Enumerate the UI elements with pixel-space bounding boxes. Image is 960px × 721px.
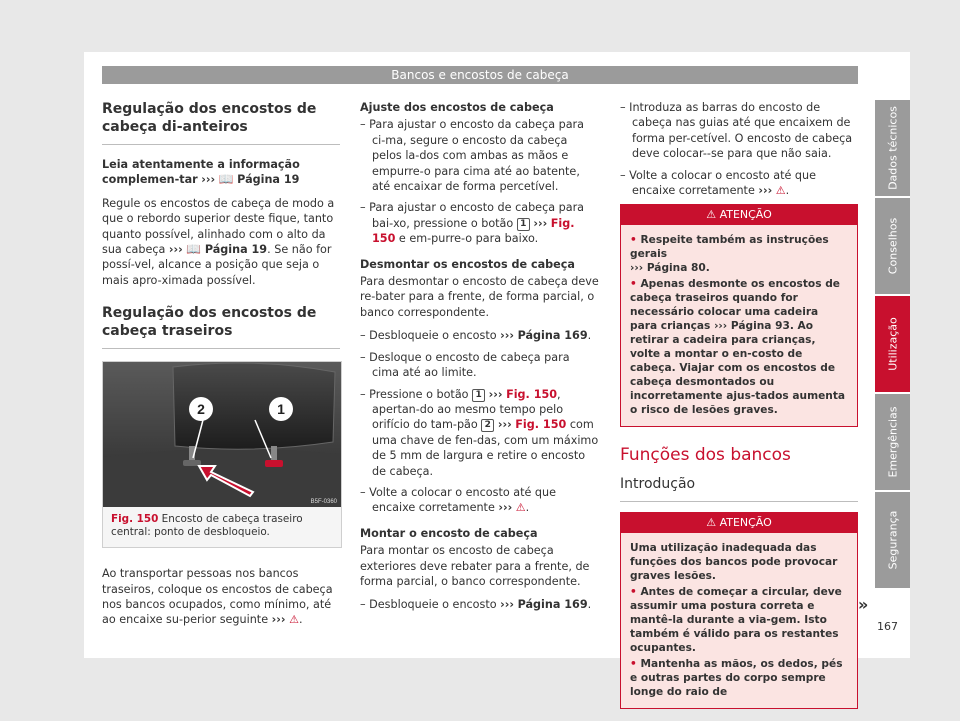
mount-step-3: Volte a colocar o encosto até que encaixe corretamente — [629, 168, 816, 198]
heading-rear-headrests: Regulação dos encostos de cabeça traseiros — [102, 304, 340, 349]
column-1: Regulação dos encostos de cabeça di-anteiros Leia atentamente a informação complemen-tar ››› 📖 Página 19 Regule os encostos de cabeça de modo a que o rebordo superior deste fique, tanto quanto possível, alinhado com o alto da sua cabeça ››› 📖 Página 19. Se não for possí-vel, alcance a posição que seja o mais apro-ximada possível. Regulação dos encostos de cabeça traseiros 1 2 B5F-0360 Fig. 150 Encosto de cabeça traseiro central: ponto de desbloqueio. Ao transportar pessoas nos bancos traseiros, coloque os encostos de cabeça nos bancos ocupados, como mínimo, até ao encaixe su-perior seguinte ››› ⚠. — [102, 100, 340, 636]
continue-arrow-icon: » — [858, 595, 869, 614]
adjust-down-b: e em-purre-o para baixo. — [398, 232, 539, 246]
ref-arrow: ››› — [271, 613, 286, 627]
book-icon: 📖 — [218, 172, 234, 187]
column-2: Ajuste dos encostos de cabeça – Para ajustar o encosto da cabeça para ci-ma, segure o encosto da cabeça pelos la-dos com ambas as mãos e empurre-o para cima até ao batente, até encaixar de forma percetível. – Para ajustar o encosto de cabeça para bai-xo, pressione o botão 1 ››› Fig. 150 e em-purre-o para baixo. Desmontar os encostos de cabeça Para desmontar o encosto de cabeça deve re-bater para a frente, de forma parcial, o banco correspondente. – Desbloqueie o encosto ››› Página 169. – Desloque o encosto de cabeça para cima até ao limite. – Pressione o botão 1 ››› Fig. 150, apertan-do ao mesmo tempo pelo orifício do tam-pão 2 ››› Fig. 150 com uma chave de fen-das, com um máximo de 5 mm de largura e retire o encosto de cabeça. – Volte a colocar o encosto até que encaixe corretamente ››› ⚠. Montar o encosto de cabeça Para montar os encosto de cabeça exteriores deve rebater para a frente, de forma parcial, o banco correspondente. – Desbloqueie o encosto ››› Página 169. — [360, 101, 599, 612]
warning-item: Respeite também as instruções gerais — [630, 234, 829, 261]
tab-utilizacao[interactable]: Utilização — [875, 296, 910, 392]
section-title: Funções dos bancos — [620, 445, 791, 466]
plug-2-marker: 2 — [481, 419, 494, 432]
warning-header: ⚠ ATENÇÃO — [621, 513, 857, 533]
button-1-marker: 1 — [472, 389, 485, 402]
rear-text: Ao transportar pessoas nos bancos traseiros, coloque os encostos de cabeça nos bancos ocupados, como mínimo, até ao encaixe su-perior seguinte — [102, 567, 333, 627]
page-number: 167 — [877, 620, 898, 633]
warning-text: Uma utilização inadequada das funções dos bancos pode provocar graves lesões. — [630, 542, 838, 583]
remove-step-3c: com uma chave de fen-das, com um máximo de 5 mm de largura e retire o encosto de cabeça. — [372, 418, 599, 478]
mount-text: Para montar os encosto de cabeça exteriores deve rebater para a frente, de forma parcial, o banco correspondente. — [360, 544, 590, 588]
warning-box-2: ⚠ ATENÇÃO Uma utilização inadequada das funções dos bancos pode provocar graves lesões. • Antes de começar a circular, deve assumir uma postura correta e mantê-la durante a via-gem. Isto também é válido para os restantes ocupantes. • Mantenha as mãos, os dedos, pés e outras partes do corpo sempre longe do raio de — [620, 512, 858, 709]
figure-caption-text: Encosto de cabeça traseiro central: ponto de desbloqueio. — [111, 513, 303, 539]
link-page-169[interactable]: Página 169 — [517, 598, 588, 612]
front-text-a: Regule os encostos de cabeça de modo a que o rebordo superior deste fique, tanto quanto possível, alinhado com o alto da sua cabeça — [102, 196, 335, 257]
warning-item: Apenas desmonte os encostos de cabeça traseiros quando for necessário colocar uma cadeira para crianças — [630, 278, 840, 333]
remove-text: Para desmontar o encosto de cabeça deve re-bater para a frente, de forma parcial, o banco correspondente. — [360, 275, 599, 319]
mount-step-2: Introduza as barras do encosto de cabeça nas guias até que encaixem de forma per-cetível. O encosto de cabeça deve colocar--se para que não saia. — [629, 101, 853, 161]
link-page-169[interactable]: Página 169 — [517, 329, 588, 343]
book-icon: 📖 — [186, 242, 202, 257]
adjust-up: Para ajustar o encosto da cabeça para ci-ma, segure o encosto da cabeça pelos la-dos com ambas as mãos e empurre-o para cima até ao batente, até encaixar de forma percetível. — [369, 118, 585, 194]
remove-step-3b: , apertan-do ao mesmo tempo pelo orifício do tam-pão — [372, 387, 564, 432]
tab-emergencias[interactable]: Emergências — [875, 394, 910, 490]
intro-text: Leia atentamente a informação complemen-tar — [102, 158, 300, 187]
warning-icon: ⚠ — [706, 208, 717, 222]
heading-remove: Desmontar os encostos de cabeça — [360, 257, 575, 271]
remove-step-2: Desloque o encosto de cabeça para cima até ao limite. — [369, 350, 570, 380]
heading-mount: Montar o encosto de cabeça — [360, 526, 538, 540]
remove-step-3a: Pressione o botão — [369, 387, 469, 401]
mount-step-1: Desbloqueie o encosto — [369, 598, 497, 612]
column-3: – Introduza as barras do encosto de cabeça nas guias até que encaixem de forma per-cetível. O encosto de cabeça deve colocar--se para que não saia. – Volte a colocar o encosto até que encaixe corretamente ››› ⚠. ⚠ ATENÇÃO • Respeite também as instruções gerais ››› Página 80. • Apenas desmonte os encostos de cabeça traseiros quando for necessário colocar uma cadeira para crianças ››› Página 93. Ao retirar a cadeira para crianças, volte a montar o en-costo de cabeça. Viajar com os encostos de cabeça desmontados ou incorretamente ajus-tados aumenta o risco de lesões graves. Funções dos bancos Introdução ⚠ ATENÇÃO Uma utilização inadequada das funções dos bancos pode provocar graves lesões. • Antes de começar a circular, deve assumir uma postura correta e mantê-la durante a via-gem. Isto também é válido para os restantes ocupantes. • Mantenha as mãos, os dedos, pés e outras partes do corpo sempre longe do raio de — [620, 100, 858, 721]
warning-box-1: ⚠ ATENÇÃO • Respeite também as instruções gerais ››› Página 80. • Apenas desmonte os encostos de cabeça traseiros quando for necessário colocar uma cadeira para crianças ››› Página 93. Ao retirar a cadeira para crianças, volte a montar o en-costo de cabeça. Viajar com os encostos de cabeça desmontados ou incorretamente ajus-tados aumenta o risco de lesões graves. — [620, 204, 858, 427]
link-page-19[interactable]: Página 19 — [237, 173, 300, 187]
remove-step-1: Desbloqueie o encosto — [369, 329, 497, 343]
tab-seguranca[interactable]: Segurança — [875, 492, 910, 588]
ref-arrow: ››› — [168, 243, 183, 257]
warning-icon: ⚠ — [706, 516, 717, 530]
heading-adjust: Ajuste dos encostos de cabeça — [360, 101, 554, 114]
figure-label: Fig. 150 — [111, 513, 159, 526]
adjust-down-a: Para ajustar o encosto de cabeça para bai-xo, pressione o botão — [369, 201, 585, 230]
link-fig-150[interactable]: Fig. 150 — [506, 387, 558, 401]
page-header: Bancos e encostos de cabeça — [102, 66, 858, 84]
figure-caption — [103, 507, 341, 547]
figure-code: B5F-0360 — [310, 499, 337, 506]
callout-2-label: 2 — [197, 401, 205, 418]
front-text-b: . Se não for possí-vel, alcance a posição que seja o mais apro-ximada possível. — [102, 243, 332, 287]
ref-arrow: ››› — [201, 173, 216, 187]
warning-triangle-icon[interactable]: ⚠ — [775, 184, 786, 198]
link-fig-150[interactable]: Fig. 150 — [515, 418, 567, 432]
warning-item: Antes de começar a circular, deve assumir uma postura correta e mantê-la durante a via-gem. Isto também é válido para os restantes ocupantes. — [630, 586, 842, 655]
link-page-80[interactable]: Página 80 — [646, 262, 706, 275]
link-page-19-b[interactable]: Página 19 — [204, 243, 268, 257]
tab-conselhos[interactable]: Conselhos — [875, 198, 910, 294]
warning-item: . Ao retirar a cadeira para crianças, volte a montar o en-costo de cabeça. Viajar com os encostos de cabeça desmontados ou incorretamente ajus-tados aumenta o risco de lesões graves. — [630, 320, 846, 417]
tab-dados-tecnicos[interactable]: Dados técnicos — [875, 100, 910, 196]
warning-item: Mantenha as mãos, os dedos, pés e outras partes do corpo sempre longe do raio de — [630, 658, 843, 699]
headrest-illustration — [103, 362, 341, 507]
heading-front-headrests: Regulação dos encostos de cabeça di-anteiros — [102, 100, 340, 145]
button-1-marker: 1 — [517, 218, 530, 231]
link-page-93[interactable]: Página 93 — [730, 320, 790, 333]
link-fig-150[interactable]: Fig. 150 — [372, 216, 575, 246]
callout-1-label: 1 — [277, 401, 285, 418]
warning-triangle-icon[interactable]: ⚠ — [289, 613, 299, 627]
warning-header: ⚠ ATENÇÃO — [621, 205, 857, 225]
warning-triangle-icon[interactable]: ⚠ — [515, 501, 526, 515]
subsection-title: Introdução — [620, 475, 858, 502]
figure-150 — [102, 361, 342, 548]
remove-step-4: Volte a colocar o encosto até que encaixe corretamente — [369, 485, 556, 515]
